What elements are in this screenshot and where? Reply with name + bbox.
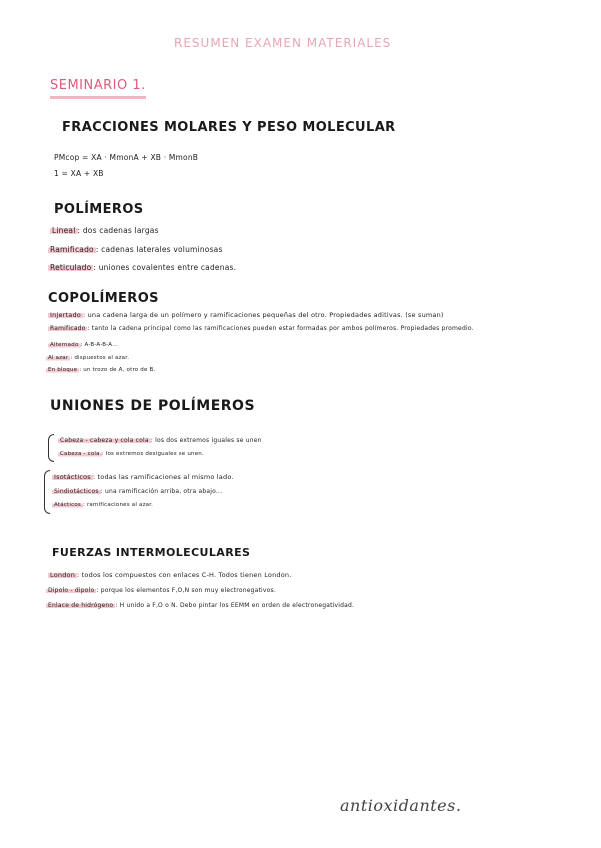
formula-molecular-weight: PMcop = XA · MmonA + XB · MmonB xyxy=(54,153,199,162)
document-title: RESUMEN EXAMEN MATERIALES xyxy=(174,36,392,50)
term-highlight: Lineal xyxy=(52,226,76,235)
brace-icon xyxy=(44,470,50,514)
list-item: Atácticos : ramificaciones al azar. xyxy=(54,502,154,508)
term-highlight: Dipolo - dipolo xyxy=(48,587,95,594)
term-highlight: Sindiotácticos xyxy=(54,488,99,495)
list-item: En bloque : un trozo de A, otro de B. xyxy=(48,367,156,373)
term-highlight: Reticulado xyxy=(50,263,92,272)
list-item: Ramificado : tanto la cadena principal como las ramificaciones pueden estar formadas por ambos polímeros. Propiedades promedio. xyxy=(50,325,474,332)
term-highlight: Al azar xyxy=(48,355,69,361)
list-item: Al azar : dispuestos al azar. xyxy=(48,355,130,361)
list-item: Alternado : A-B-A-B-A... xyxy=(50,342,118,348)
brace-icon xyxy=(48,434,54,462)
list-item: London : todos los compuestos con enlaces C-H. Todos tienen London. xyxy=(50,571,292,579)
term-highlight: Alternado xyxy=(50,342,79,348)
section-heading-fracciones: FRACCIONES MOLARES Y PESO MOLECULAR xyxy=(62,120,396,135)
list-item: Sindiotácticos : una ramificación arriba, otra abajo... xyxy=(54,488,223,495)
term-highlight: Cabeza - cola xyxy=(60,451,100,457)
list-item: Isotácticos : todas las ramificaciones al mismo lado. xyxy=(54,473,234,481)
term-highlight: Injertado xyxy=(50,311,81,319)
section-heading-polimeros: POLÍMEROS xyxy=(54,202,144,217)
section-heading-copolimeros: COPOLÍMEROS xyxy=(48,291,159,306)
list-item: Enlace de hidrógeno : H unido a F,O o N. Debo pintar los EEMM en orden de electronegatividad. xyxy=(48,602,355,609)
term-highlight: Enlace de hidrógeno xyxy=(48,602,114,609)
seminar-heading: SEMINARIO 1. xyxy=(50,78,146,93)
list-item: Injertado : una cadena larga de un polímero y ramificaciones pequeñas del otro. Propiedades aditivas. (se suman) xyxy=(50,311,444,319)
list-item: Cabeza - cabeza y cola cola : los dos extremos iguales se unen xyxy=(60,437,262,444)
formula-molar-fraction-sum: 1 = XA + XB xyxy=(54,169,104,178)
term-highlight: Ramificado xyxy=(50,325,86,332)
list-item: Dipolo - dipolo : porque los elementos F,O,N son muy electronegativos. xyxy=(48,587,276,594)
list-item: Ramificado : cadenas laterales voluminosas xyxy=(50,245,223,254)
list-item: Reticulado : uniones covalentes entre cadenas. xyxy=(50,263,237,272)
term-highlight: Ramificado xyxy=(50,245,94,254)
term-highlight: Cabeza - cabeza y cola cola xyxy=(60,437,149,444)
seminar-underline xyxy=(50,96,146,99)
term-highlight: Atácticos xyxy=(54,502,81,508)
section-heading-fuerzas: FUERZAS INTERMOLECULARES xyxy=(52,546,251,559)
list-item: Lineal : dos cadenas largas xyxy=(52,226,159,235)
term-highlight: En bloque xyxy=(48,367,78,373)
signature: antioxidantes. xyxy=(340,796,462,815)
list-item: Cabeza - cola : los extremos desiguales se unen. xyxy=(60,451,204,457)
term-highlight: London xyxy=(50,571,76,579)
section-heading-uniones: UNIONES DE POLÍMEROS xyxy=(50,398,256,414)
term-highlight: Isotácticos xyxy=(54,473,91,481)
